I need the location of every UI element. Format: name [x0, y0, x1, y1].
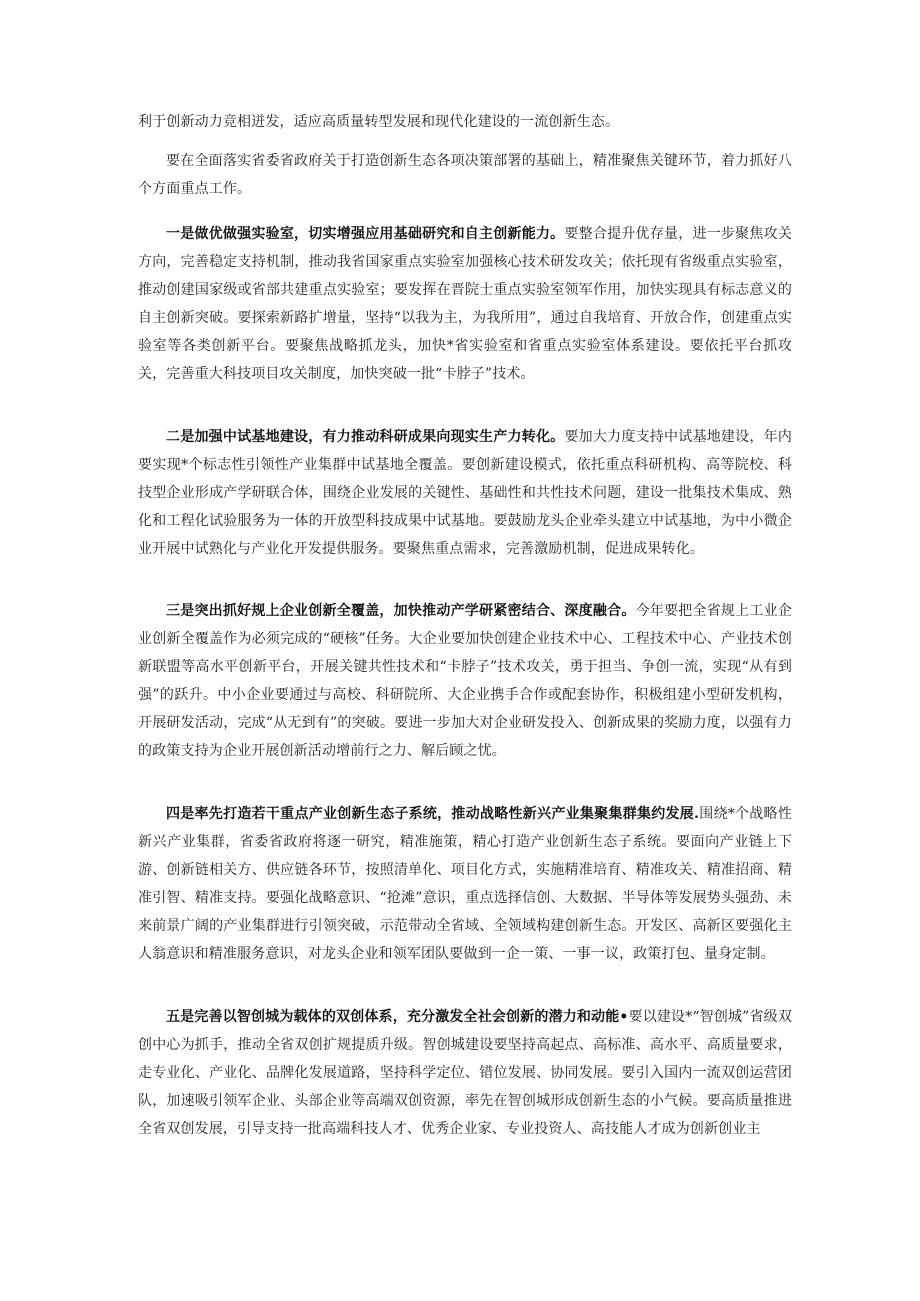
paragraph-point-1	[138, 220, 792, 388]
paragraph-heading: 四是率先打造若干重点产业创新生态子系统，推动战略性新兴产业集聚集群集约发展.	[166, 806, 700, 822]
paragraph-point-2	[138, 423, 792, 563]
paragraph-point-4	[138, 800, 792, 968]
paragraph-body: 围绕*个战略性新兴产业集群，省委省政府将逐一研究，精准施策，精心打造产业创新生态子系统。要面向产业链上下游、创新链相关方、供应链各环节，按照清单化、项目化方式，实施精准培育、精准攻关、精准招商、精准引智、精准支持。要强化战略意识、“抢滩”意识，重点选择信创、大数据、半导体等发展势头强劲、未来前景广阔的产业集群进行引领突破，示范带动全省域、全领域构建创新生态。开发区、高新区要强化主人翁意识和精准服务意识，对龙头企业和领军团队要做到一企一策、一事一议，政策打包、量身定制。	[138, 806, 792, 962]
paragraph-point-3	[138, 597, 792, 765]
paragraph-body: 要以建设*“智创城”省级双创中心为抓手，推动全省双创扩规提质升级。智创城建设要坚持高起点、高标准、高水平、高质量要求，走专业化、产业化、品牌化发展道路，坚持科学定位、错位发展、协同发展。要引入国内一流双创运营团队，加速吸引领军企业、头部企业等高端双创资源，率先在智创城形成创新生态的小气候。要高质量推进全省双创发展，引导支持一批高端科技人才、优秀企业家、专业投资人、高技能人才成为创新创业主	[138, 1009, 792, 1137]
paragraph-heading: 三是突出抓好规上企业创新全覆盖，加快推动产学研紧密结合、深度融合。	[166, 603, 636, 619]
paragraph-body: 今年要把全省规上工业企业创新全覆盖作为必须完成的“硬核”任务。大企业要加快创建企业技术中心、工程技术中心、产业技术创新联盟等高水平创新平台，开展关键共性技术和“卡脖子”技术攻关，勇于担当、争创一流，实现“从有到强”的跃升。中小企业要通过与高校、科研院所、大企业携手合作或配套协作，积极组建小型研发机构，开展研发活动，完成“从无到有”的突破。要进一步加大对企业研发投入、创新成果的奖励力度，以强有力的政策支持为企业开展创新活动增前行之力、解后顾之忧。	[138, 603, 793, 759]
paragraph-body: 利于创新动力竞相迸发，适应高质量转型发展和现代化建设的一流创新生态。	[138, 114, 620, 130]
paragraph-intro	[138, 147, 792, 203]
paragraph-body: 要整合提升优存量，进一步聚焦攻关方向，完善稳定支持机制，推动我省国家重点实验室加强核心技术研发攻关；依托现有省级重点实验室，推动创建国家级或省部共建重点实验室；要发挥在晋院士重点实验室领军作用，加快实现具有标志意义的自主创新突破。要探索新路扩增量，坚持“以我为主，为我所用”，通过自我培育、开放合作，创建重点实验室等各类创新平台。要聚焦战略抓龙头，加快*省实验室和省重点实验室体系建设。要依托平台抓攻关，完善重大科技项目攻关制度，加快突破一批“卡脖子”技术。	[138, 226, 792, 382]
paragraph-point-5	[138, 1003, 792, 1143]
paragraph-heading: 一是做优做强实验室，切实增强应用基础研究和自主创新能力。	[166, 226, 565, 242]
paragraph-heading: 五是完善以智创城为载体的双创体系，充分激发全社会创新的潜力和动能•	[166, 1009, 629, 1025]
paragraph-body: 要加大力度支持中试基地建设，年内要实现*个标志性引领性产业集群中试基地全覆盖。要创新建设模式，依托重点科研机构、高等院校、科技型企业形成产学研联合体，围绕企业发展的关键性、基础性和共性技术问题，建设一批集技术集成、熟化和工程化试验服务为一体的开放型科技成果中试基地。要鼓励龙头企业牵头建立中试基地，为中小微企业开展中试熟化与产业化开发提供服务。要聚焦重点需求，完善激励机制，促进成果转化。	[138, 429, 792, 557]
paragraph-body: 要在全面落实省委省政府关于打造创新生态各项决策部署的基础上，精准聚焦关键环节，着力抓好八个方面重点工作。	[138, 153, 792, 197]
paragraph-continuation	[138, 108, 792, 136]
paragraph-heading: 二是加强中试基地建设，有力推动科研成果向现实生产力转化。	[166, 429, 565, 445]
